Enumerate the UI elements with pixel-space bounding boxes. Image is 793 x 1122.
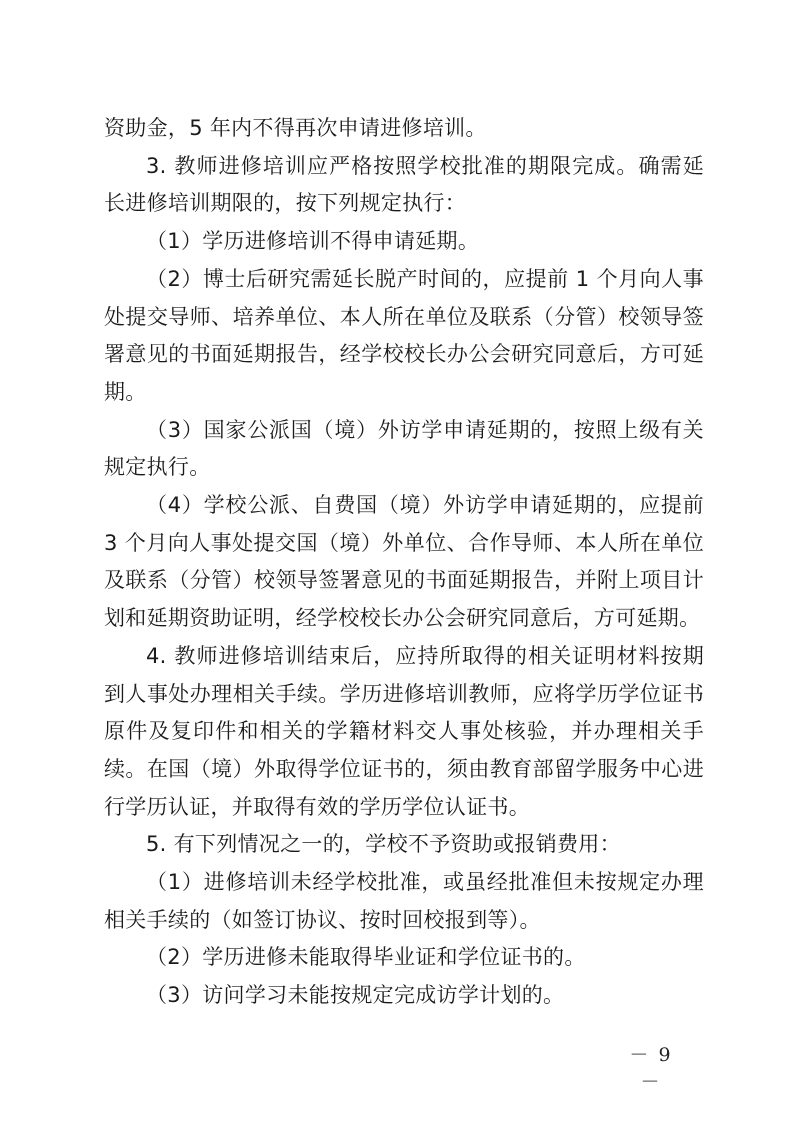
paragraph-item-3-1: （1）学历进修培训不得申请延期。 [146,229,480,254]
paragraph-item-5: 5. 有下列情况之一的，学校不予资助或报销费用： [146,832,621,857]
paragraph-continuation: 资助金，5 年内不得再次申请进修培训。 [104,116,487,140]
paragraph-item-3-3: （3）国家公派国（境）外访学申请延期的，按照上级有关规定执行。 [104,417,704,480]
paragraph-item-3-4: （4）学校公派、自费国（境）外访学申请延期的，应提前 3 个月向人事处提交国（境）外单位、合作导师、本人所在单位及联系（分管）校领导签署意见的书面延期报告，并附上项目计划和延期资助证明，经学校校长办公会研究同意后，方可延期。 [104,493,704,631]
paragraph-item-5-2: （2）学历进修未能取得毕业证和学位证书的。 [146,945,586,970]
page-number: － 9 － [629,1044,673,1093]
paragraph-item-5-1: （1）进修培训未经学校批准，或虽经批准但未按规定办理相关手续的（如签订协议、按时回校报到等）。 [104,870,704,932]
document-body [104,110,704,1015]
paragraph-item-4: 4. 教师进修培训结束后，应持所取得的相关证明材料按期到人事处办理相关手续。学历进修培训教师，应将学历学位证书原件及复印件和相关的学籍材料交人事处核验，并办理相关手续。在国（境）外取得学位证书的，须由教育部留学服务中心进行学历认证，并取得有效的学历学位认证书。 [104,643,704,819]
paragraph-item-5-3: （3）访问学习未能按规定完成访学计划的。 [146,983,565,1008]
paragraph-item-3-2: （2）博士后研究需延长脱产时间的，应提前 1 个月向人事处提交导师、培养单位、本人所在单位及联系（分管）校领导签署意见的书面延期报告，经学校校长办公会研究同意后，方可延期。 [104,266,704,404]
paragraph-item-3: 3. 教师进修培训应严格按照学校批准的期限完成。确需延长进修培训期限的，按下列规定执行： [104,153,704,216]
